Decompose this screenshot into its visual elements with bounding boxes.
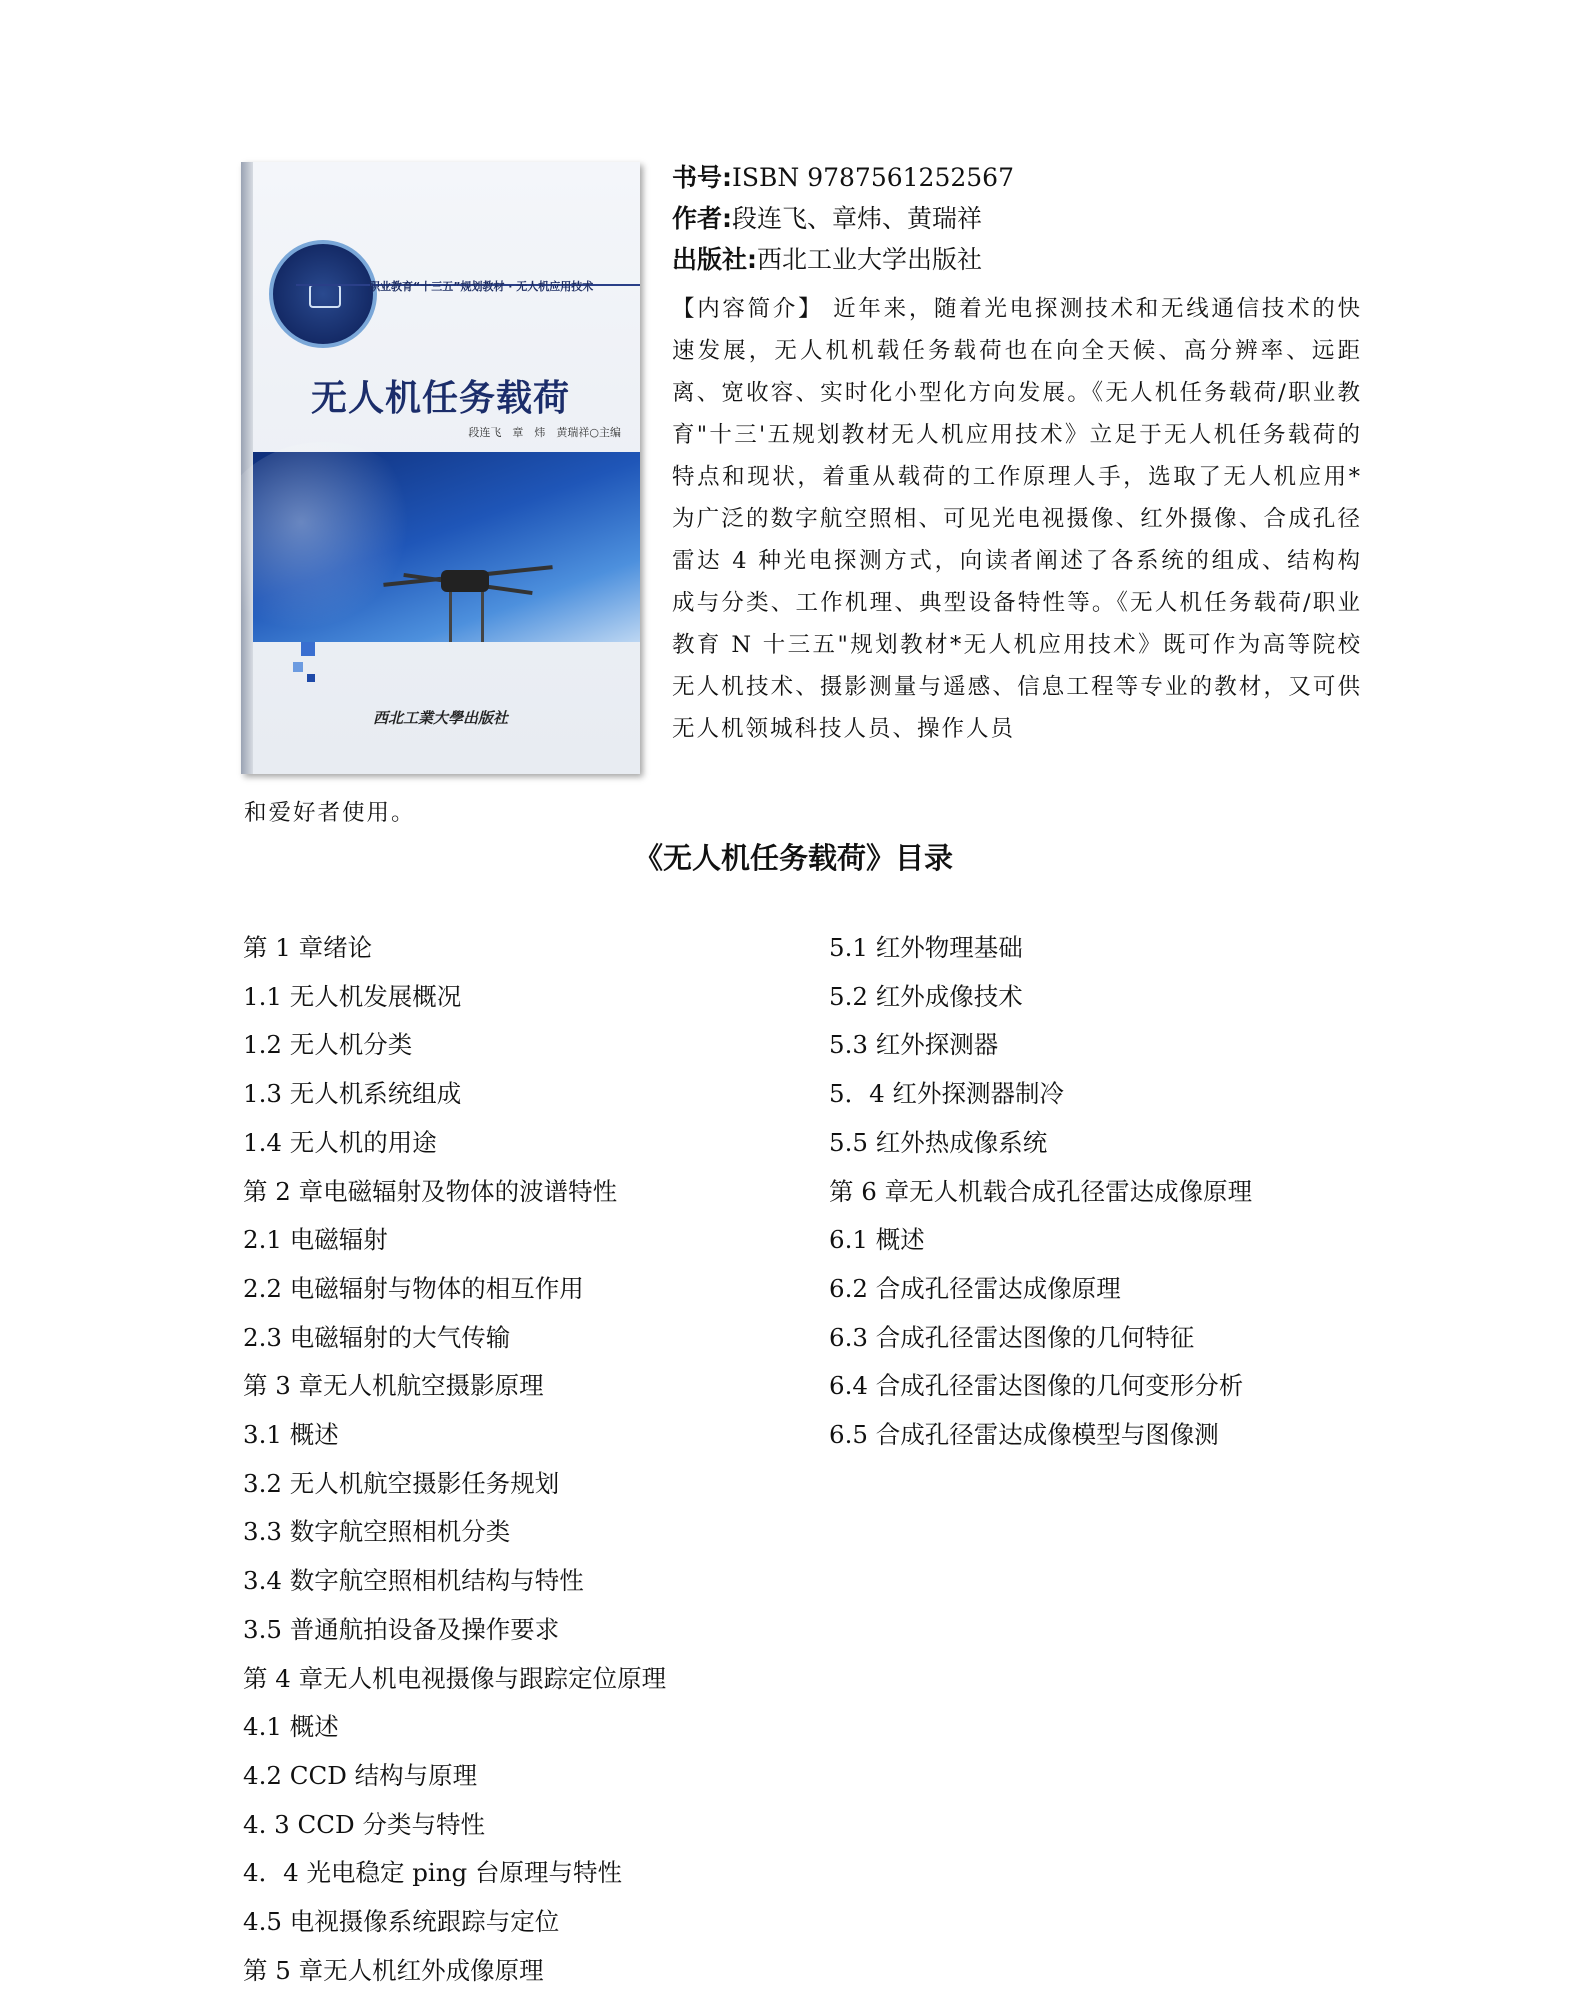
intro-paragraph-end: 和爱好者使用。: [244, 800, 416, 826]
toc-entry: 5.1 红外物理基础: [829, 933, 1023, 962]
author-label: 作者:: [672, 204, 732, 233]
cover-publisher: 西北工業大學出版社: [372, 709, 508, 727]
cover-authors: 段连飞 章 炜 黄瑞祥○主编: [468, 426, 621, 439]
drone-icon: [441, 570, 489, 592]
toc-entry: 3.5 普通航拍设备及操作要求: [243, 1614, 560, 1644]
toc-entry: 2.2 电磁辐射与物体的相互作用: [243, 1273, 584, 1303]
toc-entry: 4.2 CCD 结构与原理: [243, 1760, 478, 1790]
toc-entry: 6.4 合成孔径雷达图像的几何变形分析: [829, 1371, 1244, 1401]
toc-entry: 第 4 章无人机电视摄像与跟踪定位原理: [243, 1663, 667, 1693]
publisher-value: 西北工业大学出版社: [757, 245, 983, 274]
book-cover-image: [241, 162, 640, 774]
publisher-line: [672, 239, 1014, 280]
toc-entry: 1.2 无人机分类: [243, 1030, 413, 1060]
toc-entry: 5.5 红外热成像系统: [829, 1127, 1048, 1157]
toc-entry: 1.3 无人机系统组成: [243, 1079, 462, 1109]
toc-entry: 第 1 章绪论: [243, 933, 373, 962]
toc-right-column: [829, 924, 1252, 1460]
toc-entry: 6.3 合成孔径雷达图像的几何特征: [829, 1322, 1195, 1352]
author-value: 段连飞、章炜、黄瑞祥: [732, 204, 983, 233]
intro-paragraph: 【内容简介】 近年来，随着光电探测技术和无线通信技术的快速发展，无人机机载任务载荷也在向全天候、高分辨率、远距离、宽收容、实时化小型化方向发展。《无人机任务载荷/职业教育"十三'五规划教材无人机应用技术》立足于无人机任务载荷的特点和现状，着重从载荷的工作原理人手，选取了无人机应用*为广泛的数字航空照相、可见光电视摄像、红外摄像、合成孔径雷达 4 种光电探测方式，向读者阐述了各系统的组成、结构构成与分类、工作机理、典型设备特性等。《无人机任务载荷/职业教育 N 十三五"规划教材*无人机应用技术》既可作为高等院校无人机技术、摄影测量与遥感、信息工程等专业的教材，又可供无人机领城科技人员、操作人员: [672, 296, 1362, 742]
author-line: [672, 198, 1014, 239]
toc-entry: 5．4 红外探测器制冷: [829, 1079, 1064, 1109]
toc-entry: 2.3 电磁辐射的大气传输: [243, 1322, 511, 1352]
isbn-value: ISBN 9787561252567: [732, 163, 1014, 192]
isbn-line: [672, 157, 1014, 198]
toc-entry: 4.1 概述: [243, 1712, 339, 1742]
cover-series-text: 职业教育“十三五”规划教材 · 无人机应用技术: [369, 280, 594, 293]
toc-entry: 5.3 红外探测器: [829, 1030, 999, 1060]
toc-entry: 3.3 数字航空照相机分类: [243, 1517, 511, 1547]
toc-entry: 3.2 无人机航空摄影任务规划: [243, 1468, 560, 1498]
book-meta: [672, 157, 1014, 280]
toc-entry: 3.4 数字航空照相机结构与特性: [243, 1566, 584, 1596]
toc-entry: 3.1 概述: [243, 1420, 339, 1450]
toc-entry: 5.2 红外成像技术: [829, 981, 1023, 1011]
toc-entry: 6.2 合成孔径雷达成像原理: [829, 1273, 1121, 1303]
cover-artwork: [253, 452, 640, 642]
toc-entry: 4．4 光电稳定 ping 台原理与特性: [243, 1858, 623, 1888]
toc-entry: 1.1 无人机发展概况: [243, 981, 462, 1011]
publisher-label: 出版社:: [672, 245, 757, 274]
toc-entry: 第 3 章无人机航空摄影原理: [243, 1371, 544, 1401]
toc-entry: 4.5 电视摄像系统跟踪与定位: [243, 1907, 560, 1937]
isbn-label: 书号:: [672, 163, 732, 192]
cover-title: 无人机任务载荷: [310, 378, 570, 419]
toc-entry: 6.1 概述: [829, 1225, 925, 1255]
toc-title: 《无人机任务载荷》目录: [633, 841, 953, 875]
toc-entry: 1.4 无人机的用途: [243, 1127, 437, 1157]
toc-entry: 6.5 合成孔径雷达成像模型与图像测: [829, 1420, 1219, 1450]
toc-entry: 4. 3 CCD 分类与特性: [243, 1809, 485, 1839]
toc-entry: 2.1 电磁辐射: [243, 1225, 388, 1255]
toc-entry: 第 6 章无人机载合成孔径雷达成像原理: [829, 1176, 1253, 1206]
toc-entry: 第 2 章电磁辐射及物体的波谱特性: [243, 1176, 618, 1206]
toc-entry: 第 5 章无人机红外成像原理: [243, 1955, 544, 1985]
drone-badge-icon: [269, 240, 377, 348]
toc-left-column: [243, 924, 666, 1995]
